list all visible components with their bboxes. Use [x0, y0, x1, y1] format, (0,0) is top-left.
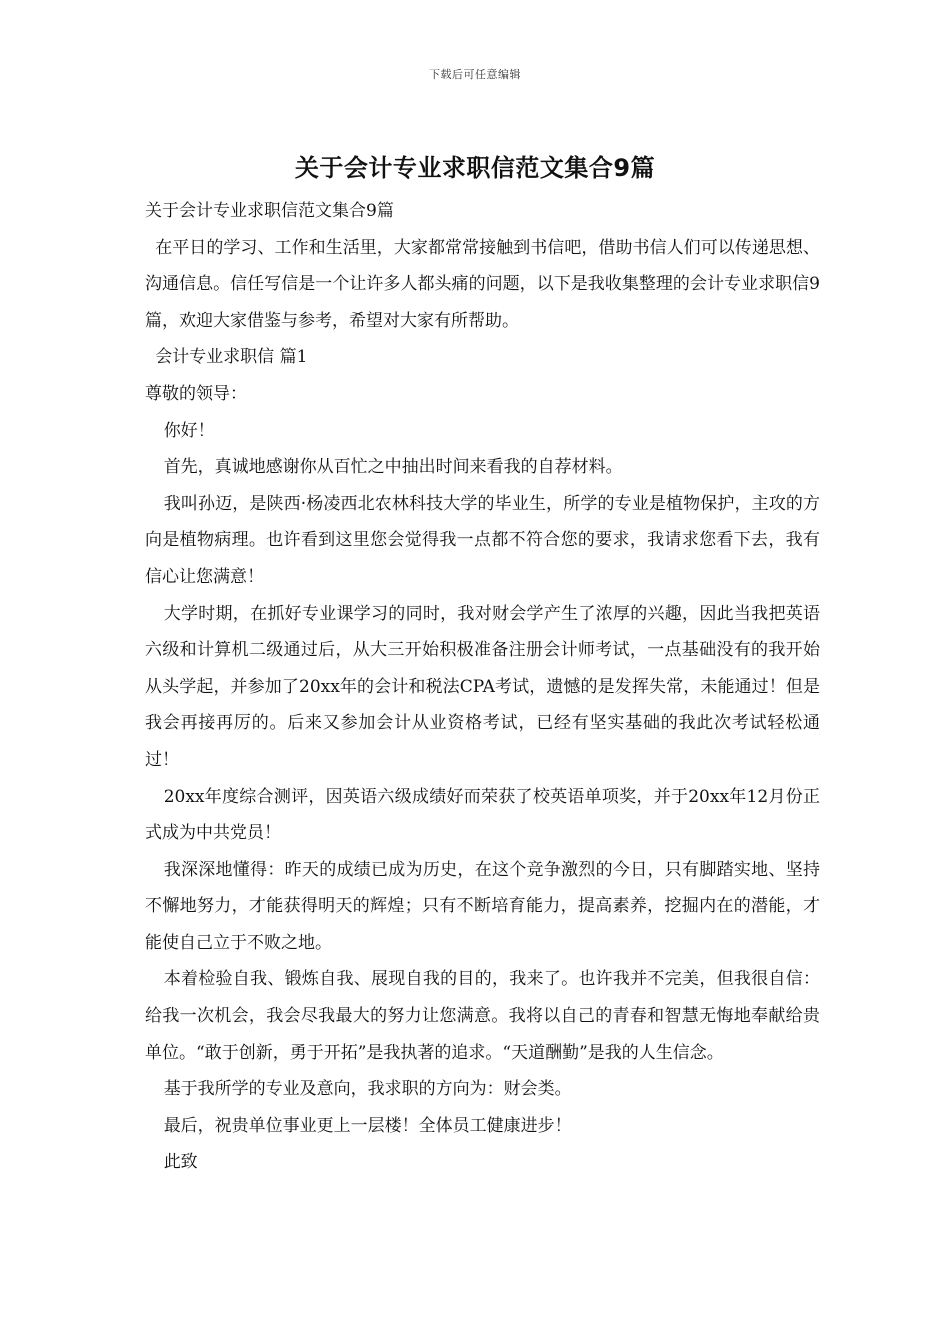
header-note: 下载后可任意编辑: [429, 68, 521, 81]
letter-paragraph: 最后，祝贵单位事业更上一层楼！全体员工健康进步！: [163, 1115, 572, 1136]
letter-paragraph: 我深深地懂得：昨天的成绩已成为历史，在这个竞争激烈的今日，只有脚踏实地、坚持不懈地努力，才能获得明天的辉煌；只有不断培育能力，提高素养，挖掘内在的潜能，才能使自己立于不败之地。: [145, 859, 820, 953]
section-heading: 会计专业求职信 篇1: [155, 347, 308, 368]
salutation: 尊敬的领导：: [145, 383, 247, 404]
letter-paragraph: 20xx年度综合测评，因英语六级成绩好而荣获了校英语单项奖，并于20xx年12月份正式成为中共党员！: [145, 786, 820, 844]
intro-paragraph: 在平日的学习、工作和生活里，大家都常常接触到书信吧，借助书信人们可以传递思想、沟通信息。信任写信是一个让许多人都头痛的问题，以下是我收集整理的会计专业求职信9篇，欢迎大家借鉴与参考，希望对大家有所帮助。: [145, 237, 820, 331]
letter-paragraph: 我叫孙迈，是陕西·杨凌西北农林科技大学的毕业生，所学的专业是植物保护，主攻的方向是植物病理。也许看到这里您会觉得我一点都不符合您的要求，我请求您看下去，我有信心让您满意！: [145, 493, 820, 587]
document-title: 关于会计专业求职信范文集合9篇: [294, 154, 656, 182]
letter-paragraph: 本着检验自我、锻炼自我、展现自我的目的，我来了。也许我并不完美，但我很自信：给我一次机会，我会尽我最大的努力让您满意。我将以自己的青春和智慧无悔地奉献给贵单位。“敢于创新，勇于开拓”是我执著的追求。“天道酬勤”是我的人生信念。: [145, 969, 820, 1063]
greeting: 你好！: [163, 420, 215, 441]
closing-line: 此致: [163, 1152, 198, 1173]
letter-paragraph: 基于我所学的专业及意向，我求职的方向为：财会类。: [163, 1079, 572, 1100]
letter-paragraph: 首先，真诚地感谢你从百忙之中抽出时间来看我的自荐材料。: [163, 457, 623, 478]
letter-paragraph: 大学时期，在抓好专业课学习的同时，我对财会学产生了浓厚的兴趣，因此当我把英语六级和计算机二级通过后，从大三开始积极准备注册会计师考试，一点基础没有的我开始从头学起，并参加了20xx年的会计和税法CPA考试，遗憾的是发挥失常，未能通过！但是我会再接再厉的。后来又参加会计从业资格考试，已经有坚实基础的我此次考试轻松通过！: [145, 603, 820, 770]
subtitle-line: 关于会计专业求职信范文集合9篇: [145, 201, 394, 221]
document-body: [145, 193, 820, 1181]
